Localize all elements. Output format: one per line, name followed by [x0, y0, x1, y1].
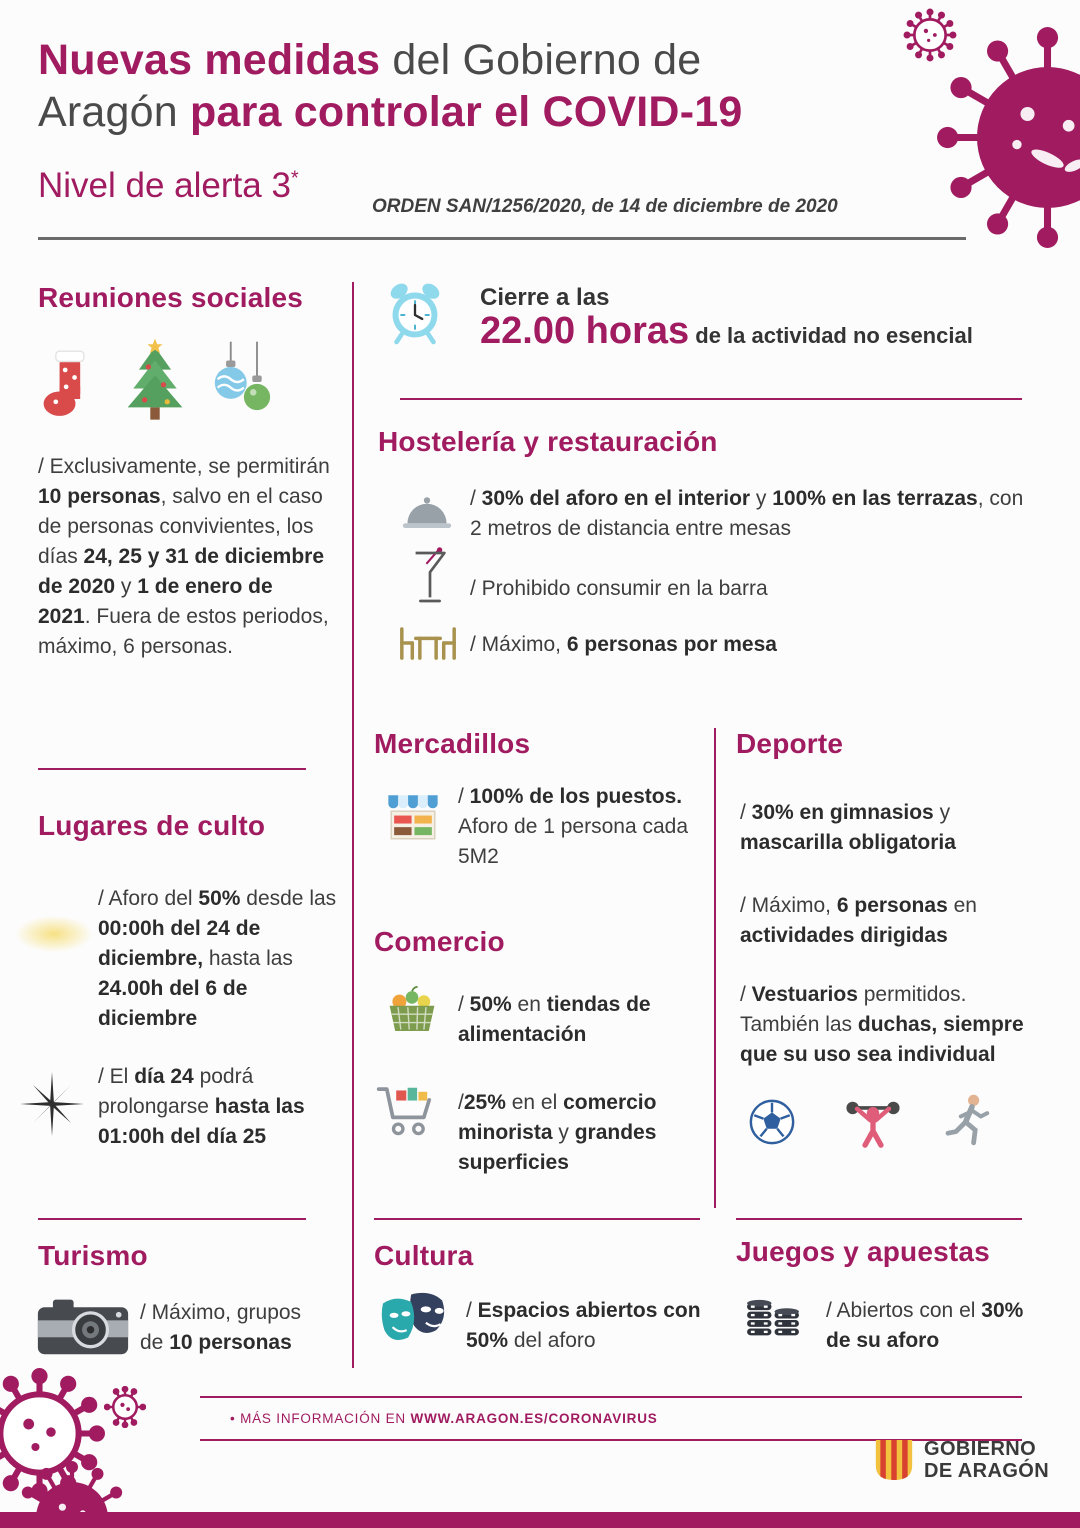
closure-prefix: Cierre a las — [480, 284, 610, 311]
text-segment: Vestuarios — [751, 983, 858, 1006]
section-title-comercio: Comercio — [374, 926, 505, 957]
text-segment: 25% — [463, 1091, 506, 1114]
text-segment: / — [458, 993, 470, 1016]
alert-level — [38, 166, 299, 206]
asterisk-note: * — [290, 167, 299, 190]
section-title-reuniones: Reuniones sociales — [38, 282, 304, 313]
page-title — [38, 34, 742, 139]
text-segment: / — [740, 801, 752, 824]
text-segment: 24.00h del 6 de diciembre — [98, 977, 248, 1031]
star-icon — [20, 1072, 84, 1136]
deporte-item-gimnasios — [740, 798, 1030, 858]
turismo-item — [140, 1298, 325, 1358]
divider — [736, 1218, 1022, 1220]
divider — [38, 768, 306, 770]
grocery-basket-icon — [384, 984, 440, 1036]
market-stall-icon — [384, 790, 442, 844]
divider — [374, 1218, 700, 1220]
text-segment: / — [458, 1091, 464, 1114]
text-segment: mascarilla obligatoria — [740, 831, 956, 855]
text-segment: 100% en las terrazas — [772, 487, 978, 510]
poker-chips-icon — [744, 1292, 802, 1342]
hosteleria-item-barra — [470, 574, 990, 604]
aragon-shield-icon — [874, 1438, 914, 1482]
juegos-item — [826, 1296, 1031, 1356]
text-segment: permitidos. También las — [740, 983, 967, 1037]
soccer-ball-icon — [748, 1098, 796, 1146]
header-rule — [38, 237, 966, 240]
section-title-hosteleria: Hostelería y restauración — [378, 426, 718, 457]
runner-icon — [944, 1092, 992, 1152]
closure-time-line — [480, 310, 973, 353]
text-segment: grandes superficies — [458, 1121, 657, 1175]
text-segment: / — [740, 983, 752, 1006]
text-segment: y — [750, 487, 773, 510]
deporte-item-dirigidas — [740, 891, 1030, 951]
text-segment: 10 personas — [169, 1331, 292, 1355]
text-segment: . Fuera de estos periodos, máximo, 6 personas. — [38, 605, 329, 659]
text-segment: 100% de los puestos. — [469, 785, 683, 808]
closure-suffix: de la actividad no esencial — [689, 323, 973, 348]
baubles-icon — [212, 338, 272, 426]
text-segment: tiendas de alimentación — [458, 993, 651, 1047]
deporte-item-vestuarios — [740, 980, 1040, 1070]
text-segment: / — [458, 785, 470, 808]
divider — [38, 1218, 306, 1220]
order-reference: ORDEN SAN/1256/2020, de 14 de diciembre de 2020 — [372, 196, 838, 217]
text-segment: comercio minorista — [458, 1091, 657, 1145]
info-prefix: MÁS INFORMACIÓN EN — [240, 1411, 411, 1426]
comercio-item-minorista — [458, 1088, 708, 1178]
text-segment: / El — [98, 1065, 135, 1088]
text-segment: del aforo — [508, 1329, 596, 1353]
text-segment: hasta las — [203, 947, 293, 971]
closure-time: 22.00 horas — [480, 310, 690, 352]
cultura-item — [466, 1296, 701, 1356]
christmas-icons-row — [38, 336, 272, 426]
alarm-clock-icon — [382, 280, 448, 346]
mercadillos-item — [458, 782, 698, 872]
text-segment: en — [511, 993, 547, 1016]
text-segment: 30% del aforo en el interior — [481, 487, 751, 510]
text-segment: para controlar el COVID-19 — [190, 88, 743, 137]
theater-masks-icon — [380, 1290, 454, 1348]
hosteleria-item-mesa — [470, 630, 990, 660]
text-segment: actividades dirigidas — [740, 924, 948, 948]
culto-item-dia24 — [98, 1062, 340, 1152]
gobierno-aragon-logo — [874, 1438, 1049, 1482]
culto-item-aforo — [98, 884, 338, 1034]
vertical-divider — [714, 728, 716, 1208]
text-segment: / — [466, 1299, 478, 1322]
section-title-turismo: Turismo — [38, 1240, 148, 1271]
hosteleria-item-aforo — [470, 484, 1026, 544]
text-segment: GOBIERNO — [924, 1438, 1037, 1460]
text-segment: 30% de su aforo — [826, 1299, 1024, 1353]
text-segment: y — [115, 575, 138, 599]
text-segment: / Máximo, — [470, 633, 567, 656]
logo-text — [924, 1438, 1049, 1482]
info-url: WWW.ARAGON.ES/CORONAVIRUS — [410, 1411, 658, 1426]
virus-tiny-icon — [104, 1386, 146, 1428]
text-segment: en — [947, 894, 977, 917]
weightlifter-icon — [842, 1092, 904, 1154]
text-segment: Aforo de 1 persona cada 5M2 — [458, 815, 688, 869]
section-title-deporte: Deporte — [736, 728, 844, 759]
christmas-tree-icon — [122, 336, 188, 426]
shopping-cart-icon — [376, 1084, 440, 1140]
section-title-cultura: Cultura — [374, 1240, 474, 1271]
text-segment: 6 personas — [836, 894, 948, 917]
text-segment: / Prohibido consumir en la barra — [470, 577, 768, 600]
text-segment: y — [933, 801, 951, 824]
comercio-item-alimentacion — [458, 990, 708, 1050]
text-segment: día 24 — [134, 1065, 194, 1088]
text-segment: , salvo en el caso de personas convivientes, los días — [38, 485, 323, 569]
text-segment: / Exclusivamente, se permitirán — [38, 455, 330, 478]
reuniones-text — [38, 452, 330, 662]
info-banner — [200, 1396, 1022, 1441]
text-segment: DE ARAGÓN — [924, 1460, 1050, 1482]
bottom-bar — [0, 1512, 1080, 1528]
cocktail-icon — [412, 546, 448, 608]
text-segment: Espacios abiertos con 50% — [466, 1299, 701, 1353]
text-segment: 50% — [198, 887, 241, 910]
text-segment: , con 2 metros de distancia entre mesas — [470, 487, 1024, 541]
table-chairs-icon — [396, 622, 460, 664]
text-segment: 30% en gimnasios — [751, 801, 934, 824]
text-segment: 50% — [469, 993, 512, 1016]
camera-icon — [36, 1292, 130, 1360]
text-segment: hasta las 01:00h del día 25 — [98, 1095, 305, 1149]
text-segment: / Máximo, — [740, 894, 837, 917]
text-segment: en el — [505, 1091, 564, 1114]
text-segment: Nivel de alerta 3 — [38, 166, 291, 205]
text-segment: 1 de enero de 2021 — [38, 575, 273, 629]
sun-icon — [16, 916, 92, 952]
section-title-culto: Lugares de culto — [38, 810, 266, 841]
text-segment: del Gobierno de — [380, 36, 702, 84]
vertical-divider — [352, 282, 354, 1368]
text-segment: Aragón — [38, 88, 191, 137]
text-segment: Nuevas medidas — [38, 36, 381, 84]
text-segment: 10 personas — [38, 485, 161, 509]
text-segment: / Máximo, grupos de — [140, 1301, 302, 1355]
text-segment: / — [470, 487, 482, 510]
virus-large-icon — [930, 20, 1080, 255]
text-segment: 00:00h del 24 de diciembre, — [98, 917, 261, 971]
serving-tray-icon — [398, 490, 456, 536]
text-segment: podrá prolongarse — [98, 1065, 254, 1119]
text-segment: / Aforo del — [98, 887, 199, 910]
text-segment: duchas, siempre que su uso sea individual — [740, 1013, 1024, 1067]
christmas-stocking-icon — [38, 342, 98, 426]
bullet: • — [230, 1411, 241, 1426]
divider — [400, 398, 1022, 400]
text-segment: 24, 25 y 31 de diciembre de 2020 — [38, 545, 325, 599]
text-segment: y — [552, 1121, 575, 1145]
text-segment: 6 personas por mesa — [566, 633, 777, 656]
text-segment: desde las — [240, 887, 337, 910]
text-segment: / Abiertos con el — [826, 1299, 982, 1322]
section-title-mercadillos: Mercadillos — [374, 728, 531, 759]
section-title-juegos: Juegos y apuestas — [736, 1236, 990, 1267]
